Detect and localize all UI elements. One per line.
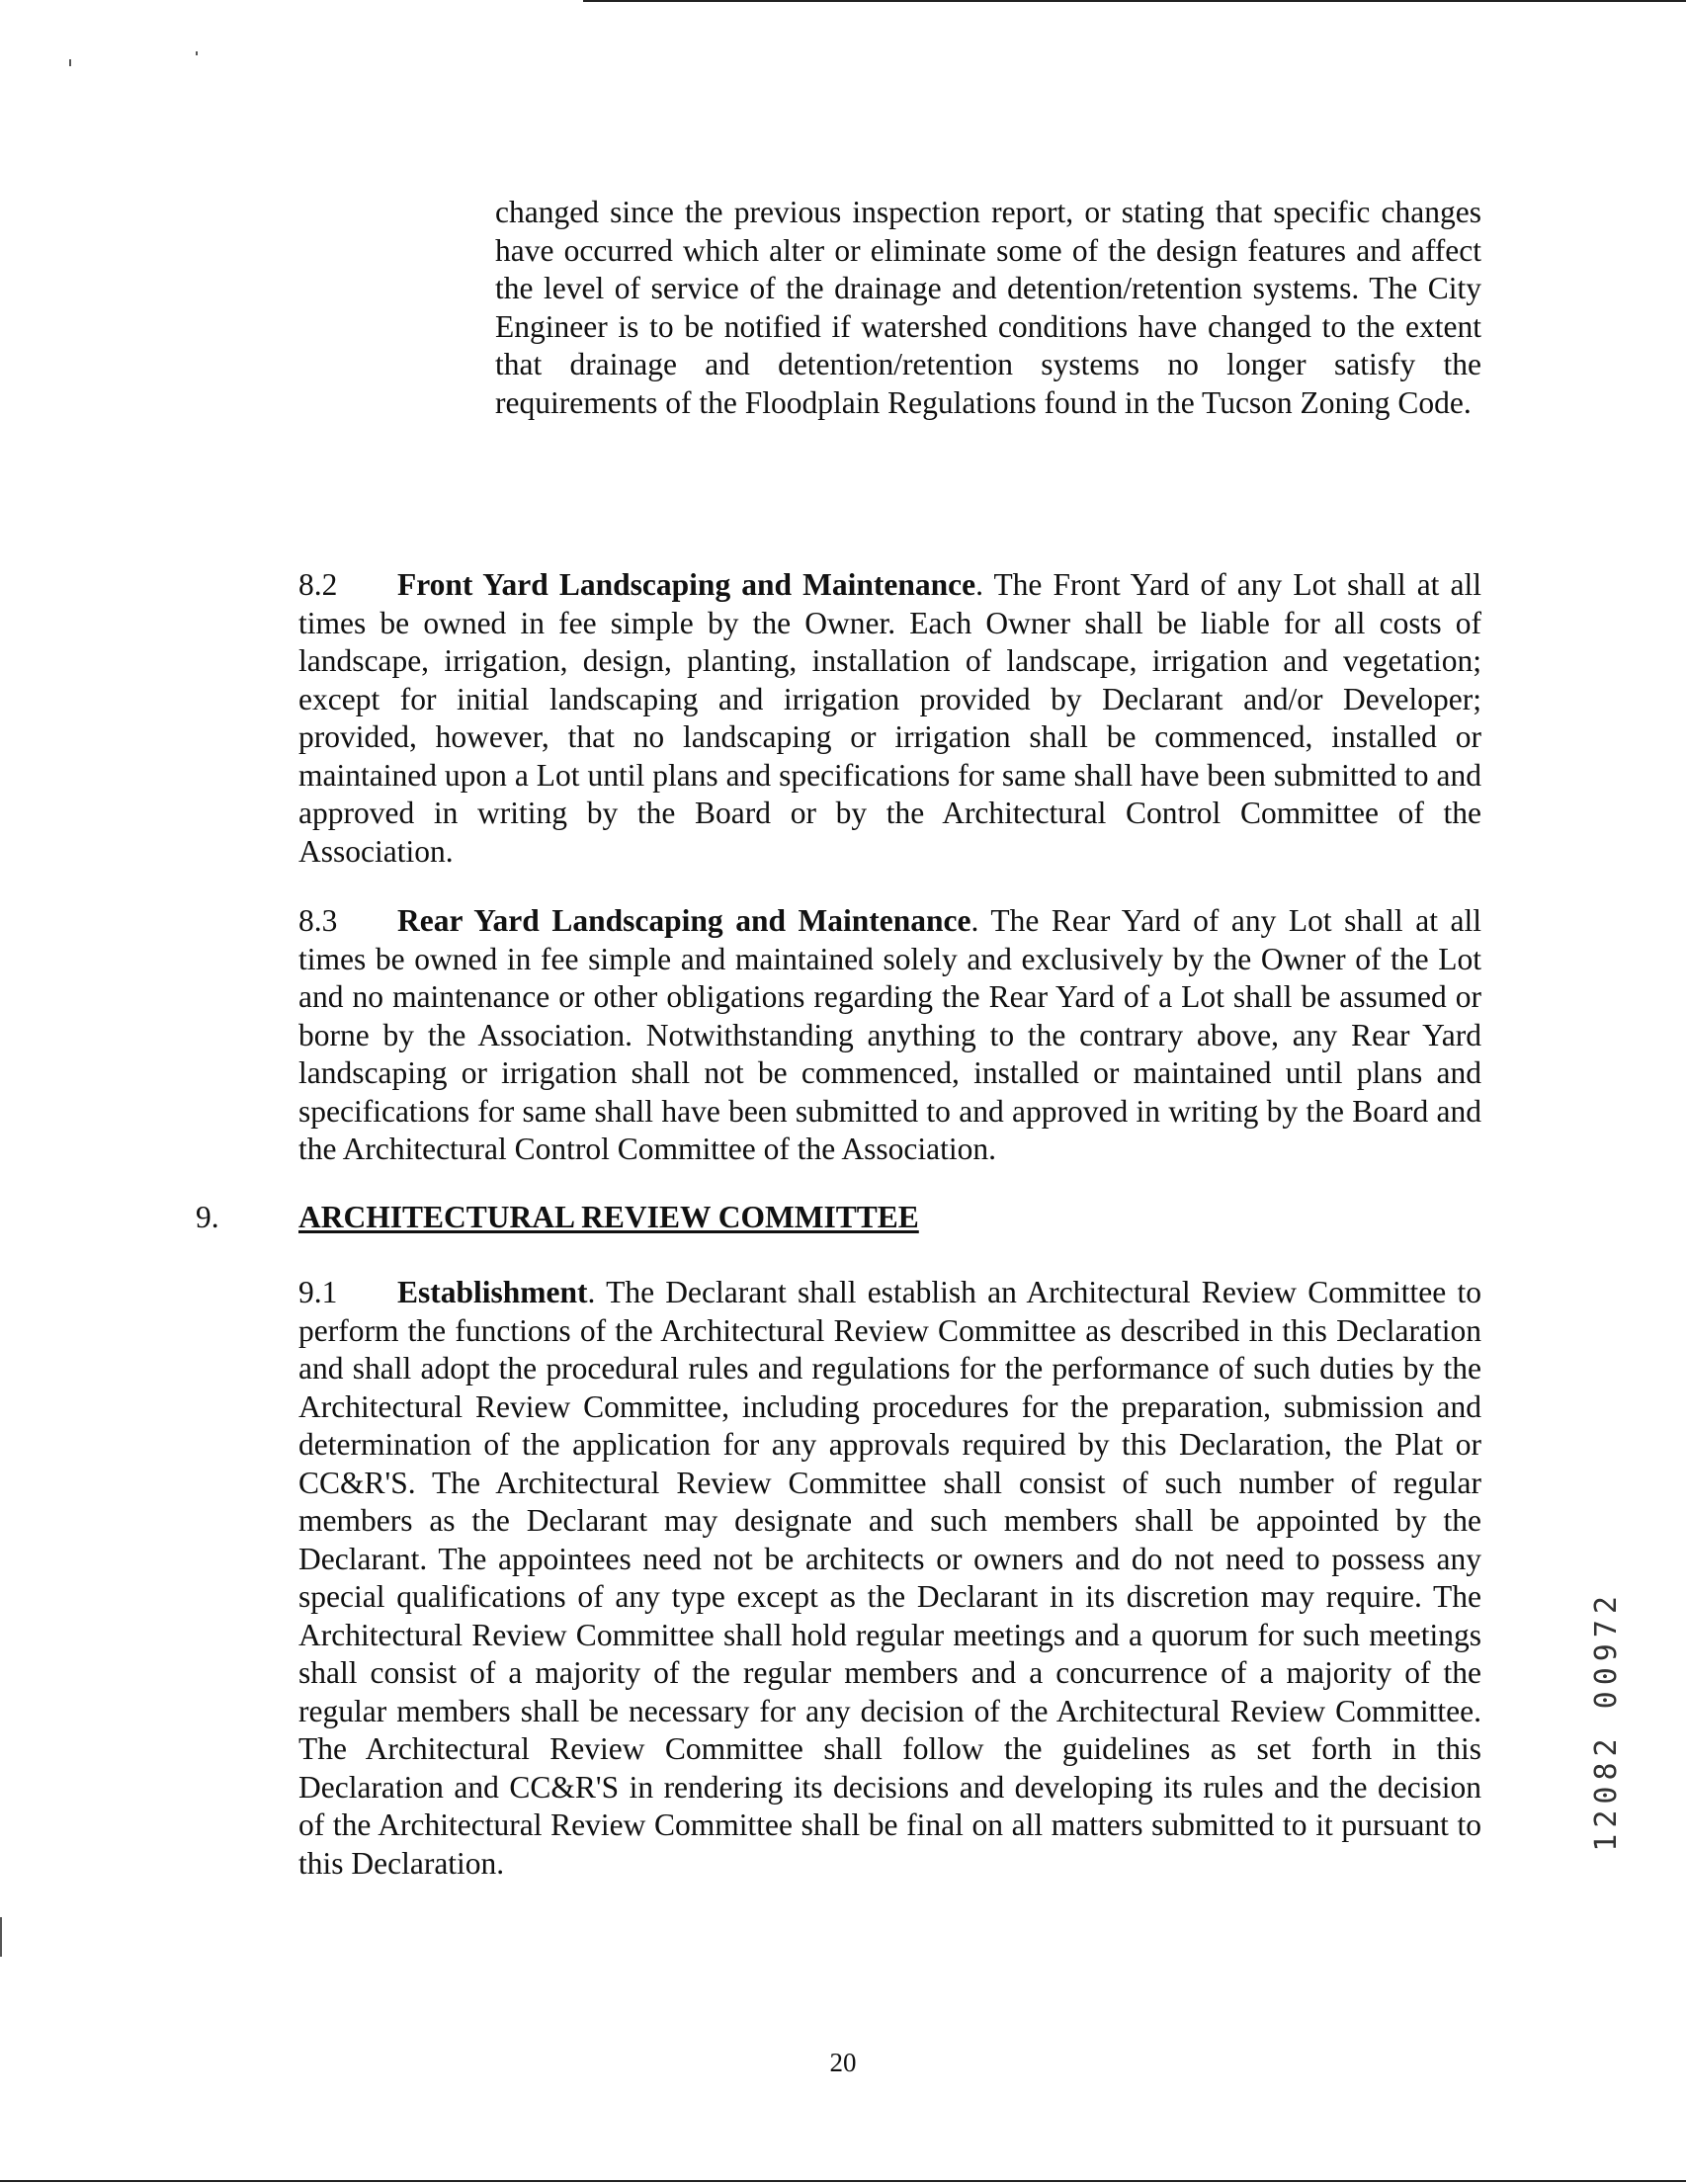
paragraph-continuation: changed since the previous inspection report, or stating that specific changes have occurred which alter or eliminate some of the design features and affect the level of service of the drainage and detention/retention systems. The City Engineer is to be notified if watershed conditions have changed to the extent that drainage and detention/retention systems no longer satisfy the requirements of the Floodplain Regulations found in the Tucson Zoning Code.	[495, 195, 1481, 420]
section-heading: Rear Yard Landscaping and Maintenance	[397, 903, 971, 938]
section-9-title: ARCHITECTURAL REVIEW COMMITTEE	[298, 1200, 919, 1234]
scan-mark	[196, 51, 198, 55]
section-9-number: 9.	[196, 1200, 219, 1234]
bottom-edge-line	[0, 2180, 1686, 2182]
section-number: 9.1	[298, 1275, 338, 1309]
left-edge-mark	[0, 1917, 2, 1957]
section-heading: Front Yard Landscaping and Maintenance	[397, 567, 976, 602]
top-edge-line	[583, 0, 1686, 2]
section-body: . The Front Yard of any Lot shall at all times be owned in fee simple by the Owner. Each Owner shall be liable for all costs of landscape, irrigation, design, planting, installation of landscape, irrigation and vegetation; except for initial landscaping and irrigation provided by Declarant and/or Developer; provided, however, that no landscaping or irrigation shall be commenced, installed or maintained upon a Lot until plans and specifications for same shall have been submitted to and approved in writing by the Board or by the Architectural Control Committee of the Association.	[298, 567, 1481, 869]
recording-stamp: 12082 00972	[1589, 1590, 1624, 1852]
page-number: 20	[829, 2048, 857, 2077]
scan-mark	[69, 59, 71, 66]
section-number: 8.2	[298, 567, 338, 602]
section-body: . The Rear Yard of any Lot shall at all times be owned in fee simple and maintained solely and exclusively by the Owner of the Lot and no maintenance or other obligations regarding the Rear Yard of a Lot shall be assumed or borne by the Association. Notwithstanding anything to the contrary above, any Rear Yard landscaping or irrigation shall not be commenced, installed or maintained until plans and specifications for same shall have been submitted to and approved in writing by the Board and the Architectural Control Committee of the Association.	[298, 903, 1481, 1166]
section-heading: Establishment	[397, 1275, 588, 1309]
section-8-3-paragraph	[298, 902, 1481, 1169]
section-8-2-paragraph	[298, 566, 1481, 871]
section-number: 8.3	[298, 903, 338, 938]
section-body: . The Declarant shall establish an Architectural Review Committee to perform the functions of the Architectural Review Committee as described in this Declaration and shall adopt the procedural rules and regulations for the performance of such duties by the Architectural Review Committee, including procedures for the preparation, submission and determination of the application for any approvals required by this Declaration, the Plat or CC&R'S. The Architectural Review Committee shall consist of such number of regular members as the Declarant may designate and such members shall be appointed by the Declarant. The appointees need not be architects or owners and do not need to possess any special qualifications of any type except as the Declarant in its discretion may require. The Architectural Review Committee shall hold regular meetings and a quorum for such meetings shall consist of a majority of the regular members and a concurrence of a majority of the regular members shall be necessary for any decision of the Architectural Review Committee. The Architectural Review Committee shall follow the guidelines as set forth in this Declaration and CC&R'S in rendering its decisions and developing its rules and the decision of the Architectural Review Committee shall be final on all matters submitted to it pursuant to this Declaration.	[298, 1275, 1481, 1881]
section-9-1-paragraph	[298, 1274, 1481, 1883]
